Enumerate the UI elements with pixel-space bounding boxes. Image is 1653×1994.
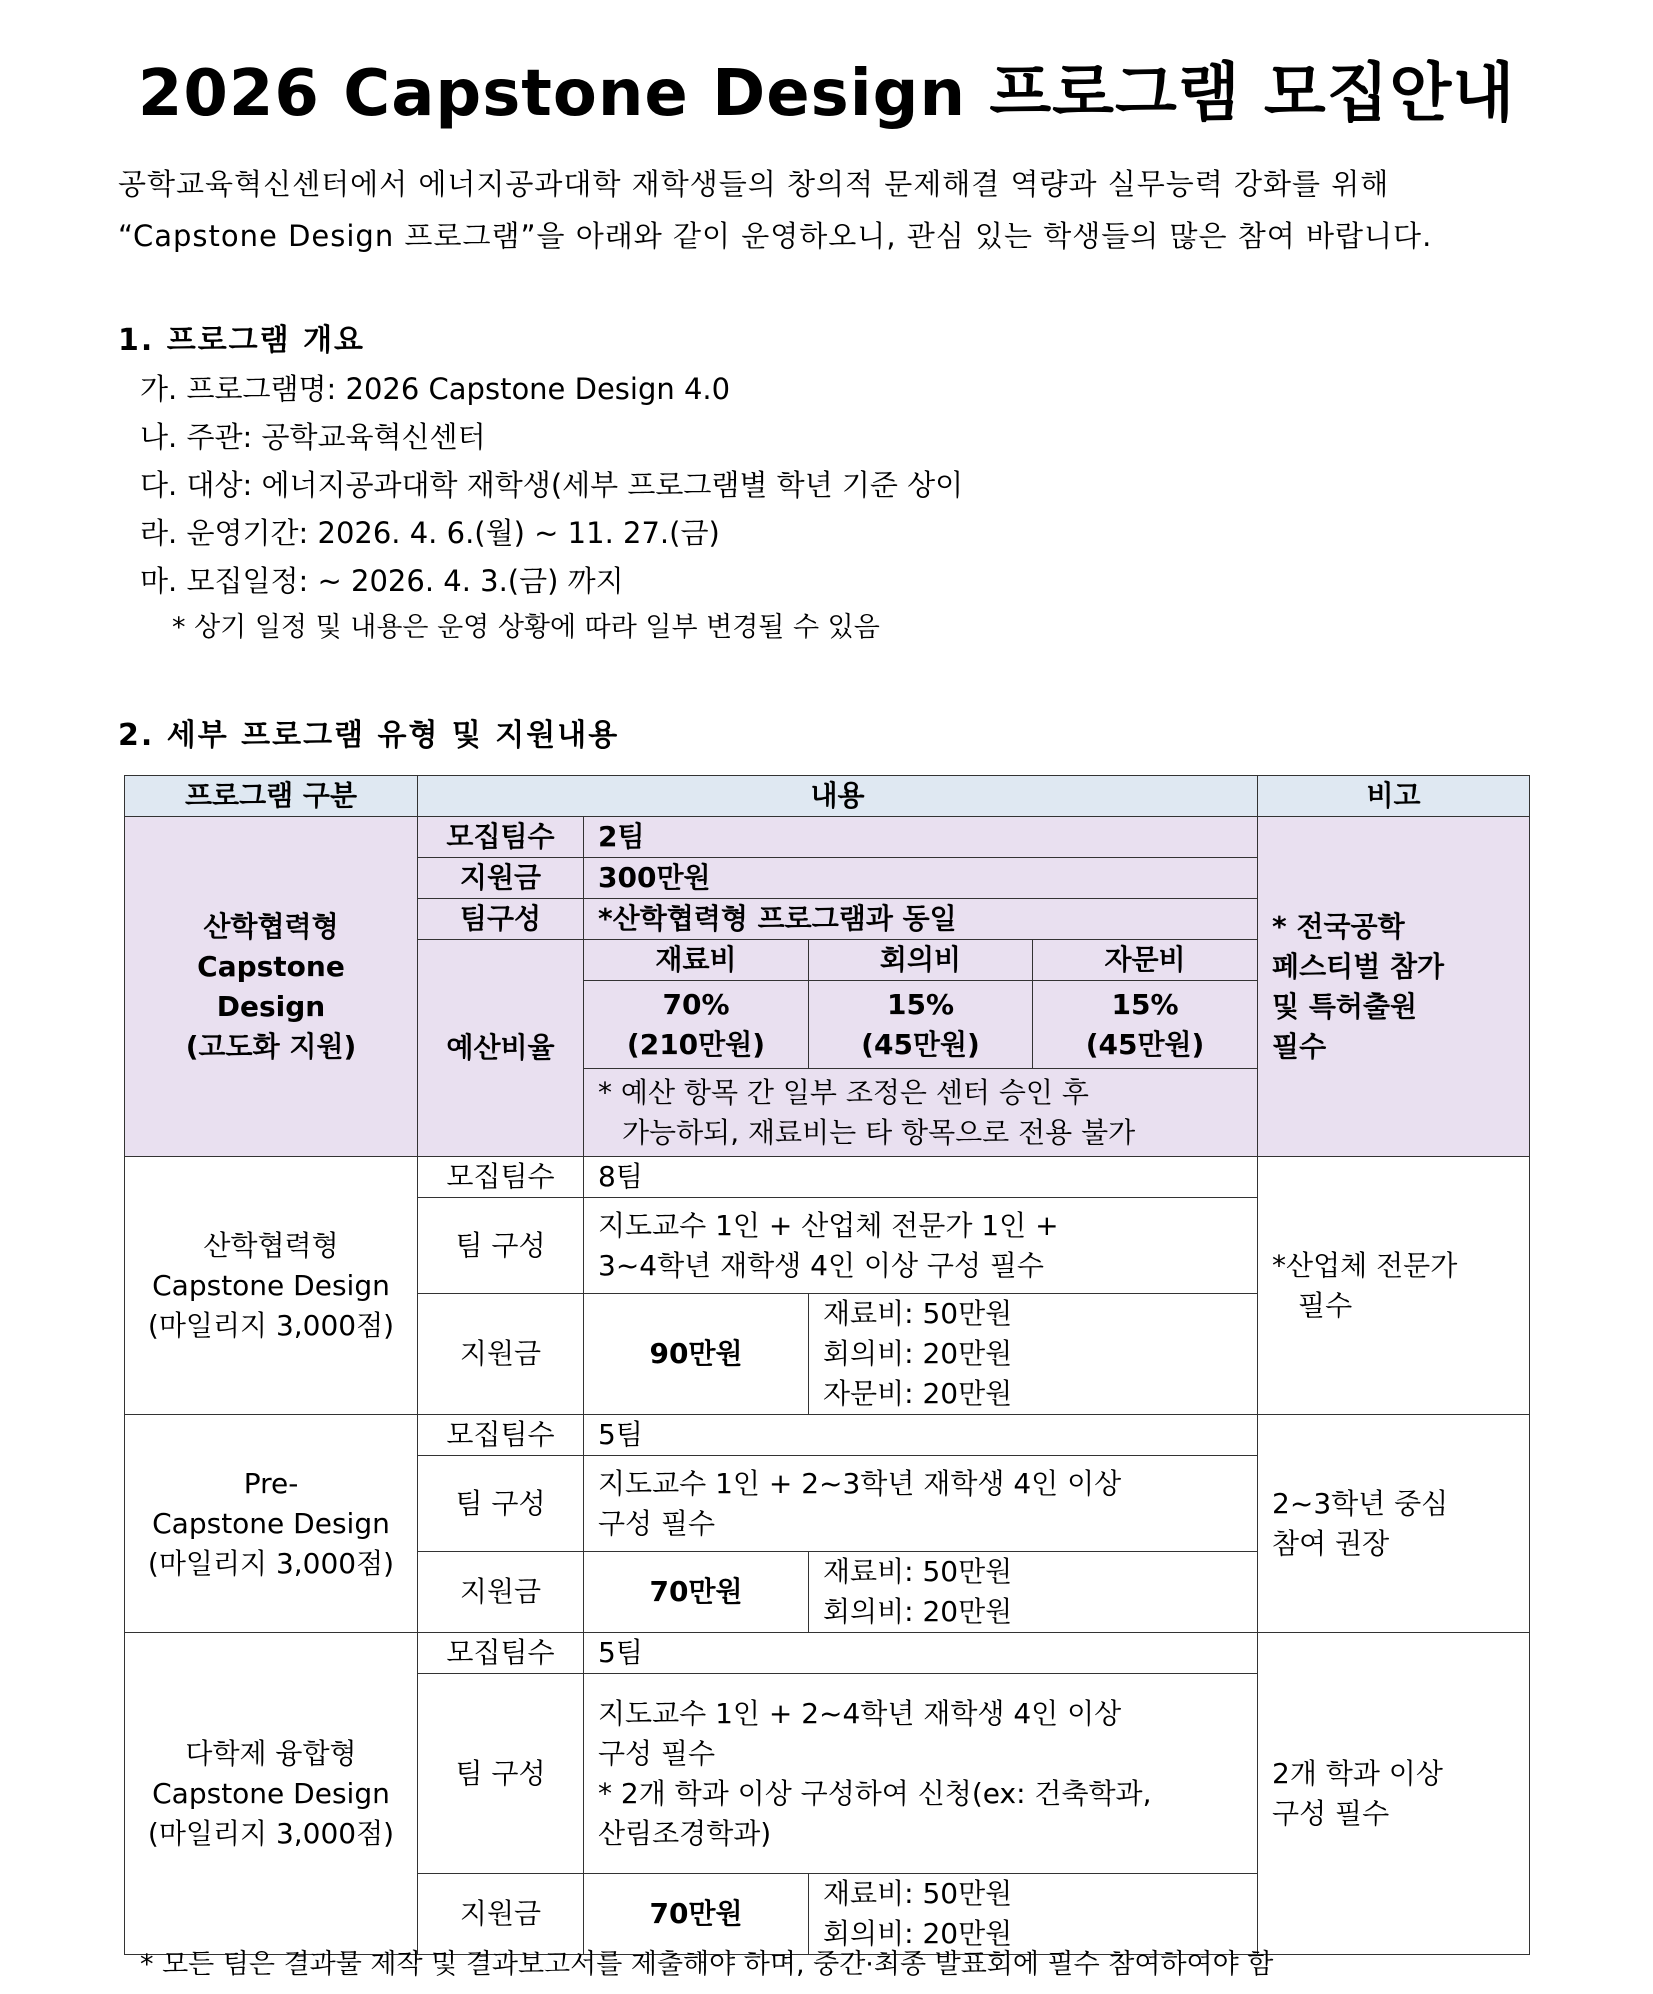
grant-detail: 회의비: 20만원 <box>823 1917 1013 1950</box>
remark-line: *산업체 전문가 <box>1272 1248 1458 1282</box>
budget-amount: (45만원) <box>1085 1027 1205 1061</box>
program-name: 산학협력형 <box>203 1228 339 1262</box>
row-value: 5팀 <box>584 1633 1258 1674</box>
remark-cell <box>1258 1157 1530 1415</box>
budget-amount: (210만원) <box>626 1027 766 1061</box>
remark-cell <box>1258 817 1530 1157</box>
row-value: 8팀 <box>584 1157 1258 1198</box>
budget-note: * 예산 항목 간 일부 조정은 센터 승인 후 <box>598 1075 1089 1109</box>
header-content: 내용 <box>418 776 1258 817</box>
program-table <box>124 775 1530 1955</box>
remark-line: 2개 학과 이상 <box>1272 1756 1443 1790</box>
budget-value-cell <box>809 981 1033 1069</box>
budget-col-header: 자문비 <box>1033 940 1258 981</box>
row-label: 팀구성 <box>418 899 584 940</box>
program-name: (고도화 지원) <box>185 1029 357 1063</box>
program-name: (마일리지 3,000점) <box>147 1546 395 1580</box>
remark-cell <box>1258 1633 1530 1955</box>
row-value: 2팀 <box>584 817 1258 858</box>
budget-percent: 70% <box>662 987 730 1021</box>
row-label: 모집팀수 <box>418 1157 584 1198</box>
overview-list <box>140 365 963 651</box>
program-name: Pre- <box>243 1466 299 1500</box>
grant-detail: 재료비: 50만원 <box>823 1297 1013 1330</box>
row-label: 팀 구성 <box>418 1674 584 1874</box>
budget-amount: (45만원) <box>861 1027 980 1061</box>
budget-percent: 15% <box>886 987 955 1021</box>
table-header-row <box>125 776 1530 817</box>
row-value <box>584 1674 1258 1874</box>
team-composition: 지도교수 1인 + 산업체 전문가 1인 + <box>598 1208 1059 1242</box>
overview-item: 가. 프로그램명: 2026 Capstone Design 4.0 <box>140 372 731 406</box>
grant-value: 90만원 <box>584 1294 809 1415</box>
row-value: 300만원 <box>584 858 1258 899</box>
section1-heading: 1. 프로그램 개요 <box>118 323 366 358</box>
row-value: 5팀 <box>584 1415 1258 1456</box>
team-composition: 3~4학년 재학생 4인 이상 구성 필수 <box>598 1248 1044 1282</box>
remark-line: 참여 권장 <box>1272 1526 1390 1560</box>
table-row <box>125 817 1530 858</box>
intro-paragraph <box>118 158 1498 262</box>
intro-line: “Capstone Design 프로그램”을 아래와 같이 운영하오니, 관심 있는 학생들의 많은 참여 바랍니다. <box>118 219 1433 253</box>
row-label: 지원금 <box>418 858 584 899</box>
remark-line: 및 특허출원 <box>1272 989 1418 1023</box>
grant-value: 70만원 <box>584 1874 809 1955</box>
header-program: 프로그램 구분 <box>125 776 418 817</box>
budget-col-header: 회의비 <box>809 940 1033 981</box>
remark-cell <box>1258 1415 1530 1633</box>
team-composition: 구성 필수 <box>598 1506 716 1540</box>
remark-line: 2~3학년 중심 <box>1272 1486 1449 1520</box>
overview-item: 마. 모집일정: ~ 2026. 4. 3.(금) 까지 <box>140 564 624 598</box>
program-name: (마일리지 3,000점) <box>147 1816 395 1850</box>
header-remark: 비고 <box>1258 776 1530 817</box>
team-composition: * 2개 학과 이상 구성하여 신청(ex: 건축학과, <box>598 1776 1152 1810</box>
program-name-cell <box>125 817 418 1157</box>
page-title: 2026 Capstone Design 프로그램 모집안내 <box>137 57 1516 131</box>
program-name: Capstone Design <box>197 949 345 1023</box>
row-label: 지원금 <box>418 1874 584 1955</box>
footer-note: * 모든 팀은 결과물 제작 및 결과보고서를 제출해야 하며, 중간·최종 발표회에 필수 참여하여야 함 <box>140 1949 1274 1980</box>
row-label: 모집팀수 <box>418 817 584 858</box>
program-name: 다학제 융합형 <box>185 1736 357 1770</box>
row-value <box>584 1456 1258 1552</box>
budget-col-header: 재료비 <box>584 940 809 981</box>
remark-line: * 전국공학 <box>1272 909 1405 943</box>
row-label: 예산비율 <box>418 940 584 1157</box>
row-value: *산학협력형 프로그램과 동일 <box>584 899 1258 940</box>
budget-note: 가능하되, 재료비는 타 항목으로 전용 불가 <box>622 1115 1136 1149</box>
remark-line: 구성 필수 <box>1272 1796 1390 1830</box>
team-composition: 산림조경학과) <box>598 1816 772 1850</box>
team-composition: 구성 필수 <box>598 1736 716 1770</box>
program-name: (마일리지 3,000점) <box>147 1308 395 1342</box>
section2-heading: 2. 세부 프로그램 유형 및 지원내용 <box>118 718 620 753</box>
program-name: 산학협력형 <box>203 909 339 943</box>
row-label: 팀 구성 <box>418 1198 584 1294</box>
overview-item: 나. 주관: 공학교육혁신센터 <box>140 420 486 454</box>
grant-detail: 회의비: 20만원 <box>823 1337 1013 1370</box>
budget-value-cell <box>584 981 809 1069</box>
row-label: 팀 구성 <box>418 1456 584 1552</box>
grant-detail-cell <box>809 1552 1258 1633</box>
grant-detail: 재료비: 50만원 <box>823 1555 1013 1588</box>
budget-percent: 15% <box>1111 987 1179 1021</box>
remark-line: 필수 <box>1272 1029 1327 1063</box>
program-name: Capstone Design <box>152 1776 390 1810</box>
grant-detail: 자문비: 20만원 <box>823 1377 1013 1410</box>
remark-line: 페스티벌 참가 <box>1272 949 1445 983</box>
budget-note-cell <box>584 1069 1258 1157</box>
table-row <box>125 1157 1530 1198</box>
row-label: 모집팀수 <box>418 1633 584 1674</box>
remark-line: 필수 <box>1298 1288 1353 1322</box>
program-name: Capstone Design <box>152 1268 390 1302</box>
team-composition: 지도교수 1인 + 2~4학년 재학생 4인 이상 <box>598 1696 1122 1730</box>
grant-value: 70만원 <box>584 1552 809 1633</box>
overview-item: 라. 운영기간: 2026. 4. 6.(월) ~ 11. 27.(금) <box>140 516 720 550</box>
row-label: 모집팀수 <box>418 1415 584 1456</box>
program-name-cell <box>125 1415 418 1633</box>
team-composition: 지도교수 1인 + 2~3학년 재학생 4인 이상 <box>598 1466 1122 1500</box>
table-row <box>125 1633 1530 1674</box>
intro-line: 공학교육혁신센터에서 에너지공과대학 재학생들의 창의적 문제해결 역량과 실무능력 강화를 위해 <box>118 167 1390 201</box>
program-name: Capstone Design <box>152 1506 390 1540</box>
grant-detail: 회의비: 20만원 <box>823 1595 1013 1628</box>
grant-detail-cell <box>809 1294 1258 1415</box>
overview-note: * 상기 일정 및 내용은 운영 상황에 따라 일부 변경될 수 있음 <box>172 612 880 643</box>
budget-value-cell <box>1033 981 1258 1069</box>
program-name-cell <box>125 1633 418 1955</box>
row-value <box>584 1198 1258 1294</box>
table-row <box>125 1415 1530 1456</box>
program-name-cell <box>125 1157 418 1415</box>
row-label: 지원금 <box>418 1552 584 1633</box>
overview-item: 다. 대상: 에너지공과대학 재학생(세부 프로그램별 학년 기준 상이 <box>140 468 964 502</box>
row-label: 지원금 <box>418 1294 584 1415</box>
grant-detail: 재료비: 50만원 <box>823 1877 1013 1910</box>
